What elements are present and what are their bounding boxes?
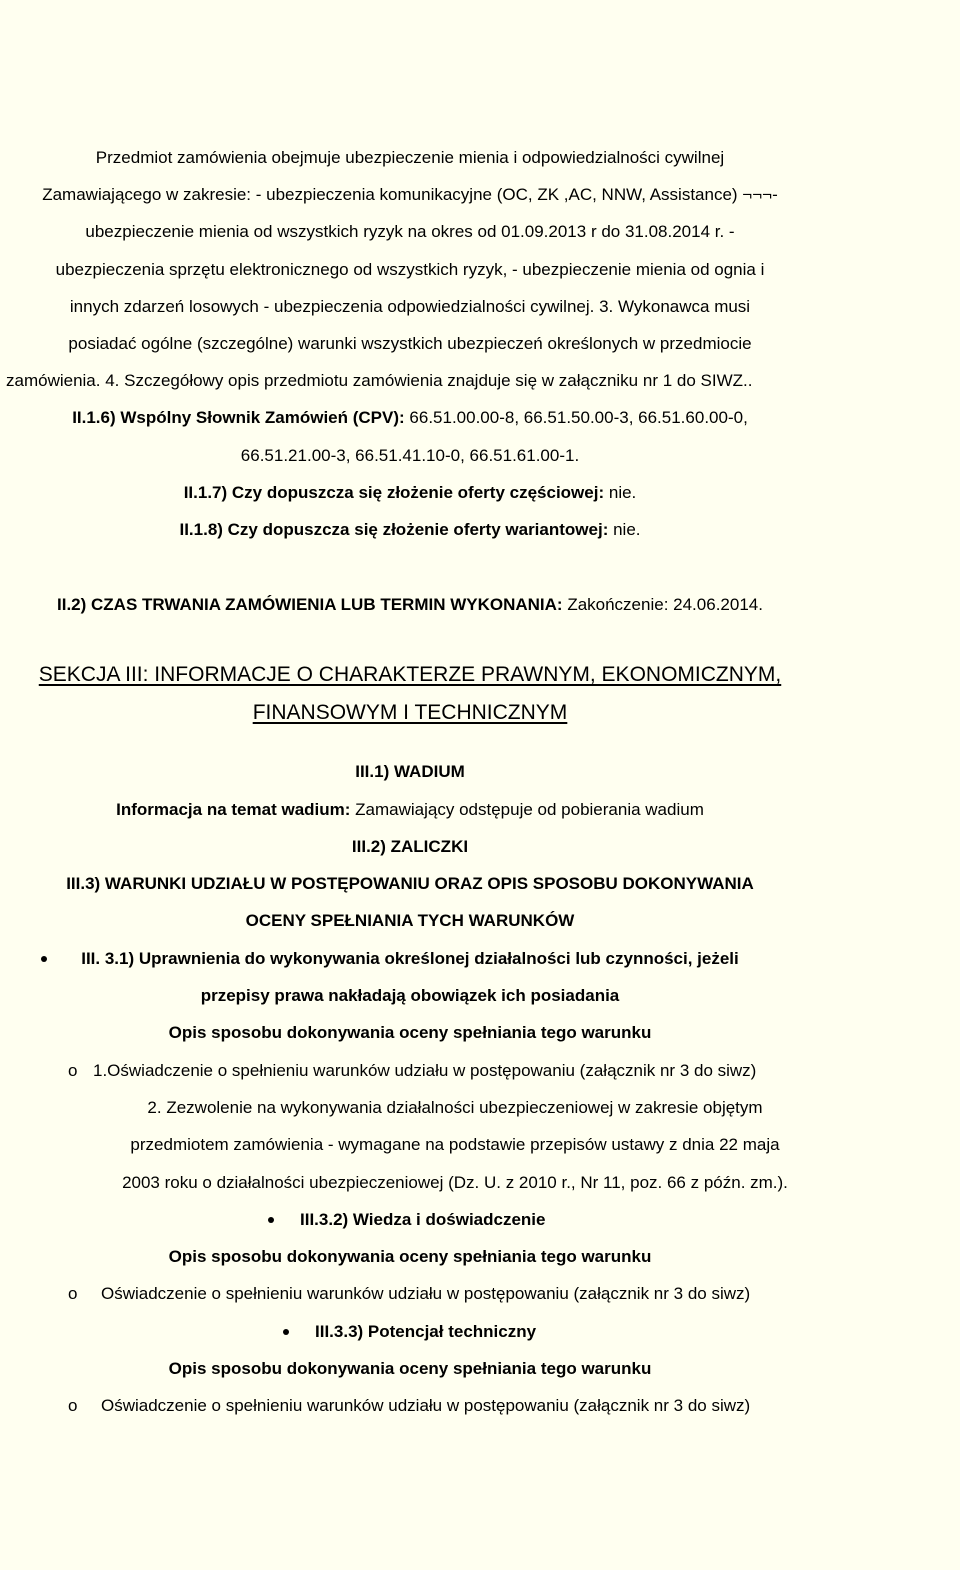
intro-line-2: Zamawiającego w zakresie: - ubezpieczenia komunikacyjne (OC, ZK ,AC, NNW, Assistance) ¬¬¬- — [42, 185, 778, 204]
circle-bullet-icon: o — [68, 1396, 78, 1415]
wadium-info-line — [0, 799, 820, 821]
intro-line-3: ubezpieczenie mienia od wszystkich ryzyk na okres od 01.09.2013 r do 31.08.2014 r. - — [85, 222, 735, 241]
wiedza-item: Oświadczenie o spełnieniu warunków udziału w postępowaniu (załącznik nr 3 do siwz) — [101, 1284, 751, 1303]
partial-offer-value: nie. — [608, 483, 637, 502]
partial-offer-line — [0, 482, 820, 504]
variant-offer-value: nie. — [613, 520, 641, 539]
duration-label: II.2) CZAS TRWANIA ZAMÓWIENIA LUB TERMIN WYKONANIA: — [57, 595, 563, 614]
uprawnienia-item-2-line-3: 2003 roku o działalności ubezpieczeniowej (Dz. U. z 2010 r., Nr 11, poz. 66 z późn. zm.). — [122, 1173, 788, 1192]
cpv-line — [0, 407, 820, 429]
partial-offer-label: II.1.7) Czy dopuszcza się złożenie oferty częściowej: — [183, 483, 605, 502]
duration-line — [0, 594, 820, 616]
variant-offer-line — [0, 519, 820, 541]
potencjal-opis: Opis sposobu dokonywania oceny spełniania tego warunku — [168, 1359, 652, 1378]
uprawnienia-item-2-line-2: przedmiotem zamówienia - wymagane na podstawie przepisów ustawy z dnia 22 maja — [130, 1135, 780, 1154]
section-3-title-2: FINANSOWYM I TECHNICZNYM — [252, 701, 568, 724]
warunki-heading-2: OCENY SPEŁNIANIA TYCH WARUNKÓW — [245, 911, 575, 930]
wadium-heading: III.1) WADIUM — [355, 762, 465, 781]
uprawnienia-item-2-line-1: 2. Zezwolenie na wykonywania działalności ubezpieczeniowej w zakresie objętym — [147, 1098, 763, 1117]
potencjal-heading: III.3.3) Potencjał techniczny — [315, 1322, 537, 1341]
section-3-title-1: SEKCJA III: INFORMACJE O CHARAKTERZE PRAWNYM, EKONOMICZNYM, — [38, 663, 782, 686]
uprawnienia-heading-2: przepisy prawa nakładają obowiązek ich posiadania — [200, 986, 620, 1005]
circle-bullet-icon: o — [68, 1284, 78, 1303]
intro-line-6: posiadać ogólne (szczególne) warunki wszystkich ubezpieczeń określonych w przedmiocie — [68, 334, 752, 353]
wiedza-opis: Opis sposobu dokonywania oceny spełniania tego warunku — [168, 1247, 652, 1266]
bullet-icon — [268, 1217, 274, 1223]
bullet-icon — [283, 1329, 289, 1335]
intro-line-7: zamówienia. 4. Szczegółowy opis przedmiotu zamówienia znajduje się w załączniku nr 1 do SIWZ.. — [6, 371, 753, 390]
circle-bullet-icon: o — [68, 1061, 78, 1080]
wiedza-heading: III.3.2) Wiedza i doświadczenie — [300, 1210, 546, 1229]
cpv-codes-2: 66.51.21.00-3, 66.51.41.10-0, 66.51.61.00-1. — [240, 446, 580, 465]
cpv-label: II.1.6) Wspólny Słownik Zamówień (CPV): — [72, 408, 405, 427]
warunki-heading-1: III.3) WARUNKI UDZIAŁU W POSTĘPOWANIU ORAZ OPIS SPOSOBU DOKONYWANIA — [66, 874, 754, 893]
variant-offer-label: II.1.8) Czy dopuszcza się złożenie oferty wariantowej: — [179, 520, 609, 539]
wadium-info-value: Zamawiający odstępuje od pobierania wadium — [355, 800, 704, 819]
intro-line-4: ubezpieczenia sprzętu elektronicznego od wszystkich ryzyk, - ubezpieczenie mienia od ognia i — [55, 260, 765, 279]
uprawnienia-item-1: 1.Oświadczenie o spełnieniu warunków udziału w postępowaniu (załącznik nr 3 do siwz) — [93, 1061, 757, 1080]
zaliczki-heading: III.2) ZALICZKI — [351, 837, 469, 856]
cpv-codes-1: 66.51.00.00-8, 66.51.50.00-3, 66.51.60.00-0, — [409, 408, 748, 427]
potencjal-item: Oświadczenie o spełnieniu warunków udziału w postępowaniu (załącznik nr 3 do siwz) — [101, 1396, 751, 1415]
intro-line-1: Przedmiot zamówienia obejmuje ubezpieczenie mienia i odpowiedzialności cywilnej — [95, 148, 725, 167]
uprawnienia-opis: Opis sposobu dokonywania oceny spełniania tego warunku — [168, 1023, 652, 1042]
intro-line-5: innych zdarzeń losowych - ubezpieczenia odpowiedzialności cywilnej. 3. Wykonawca musi — [69, 297, 751, 316]
uprawnienia-heading-1: III. 3.1) Uprawnienia do wykonywania określonej działalności lub czynności, jeżeli — [81, 949, 739, 968]
wadium-info-label: Informacja na temat wadium: — [116, 800, 351, 819]
duration-value: Zakończenie: 24.06.2014. — [567, 595, 763, 614]
